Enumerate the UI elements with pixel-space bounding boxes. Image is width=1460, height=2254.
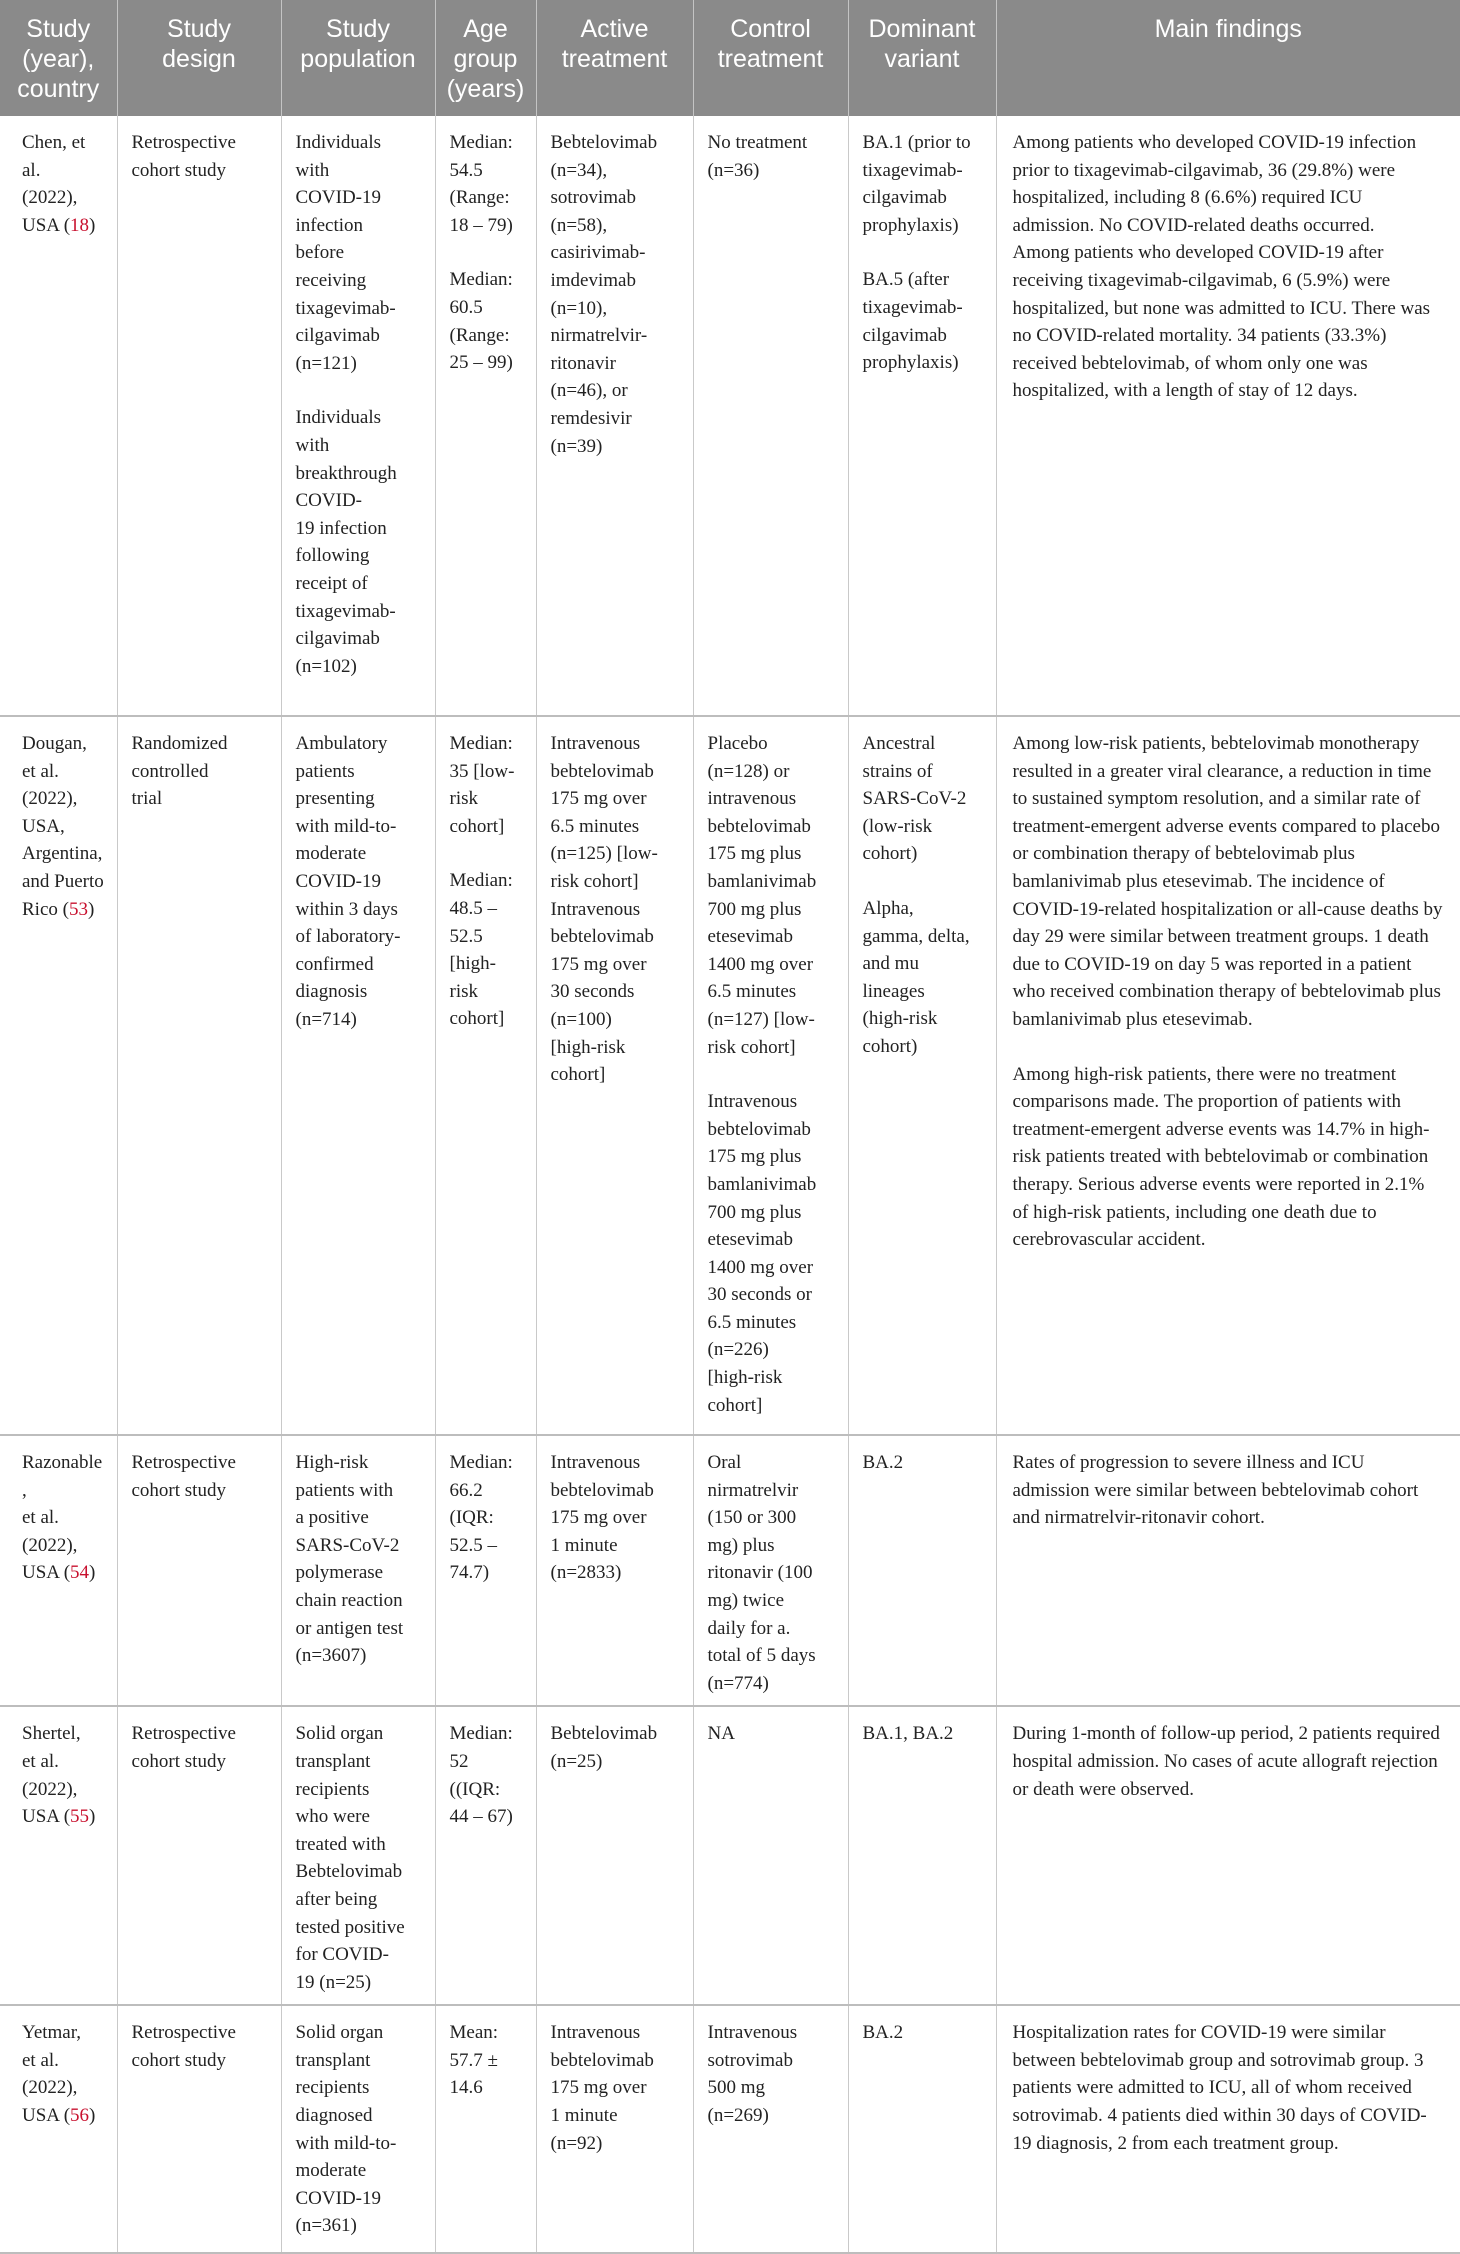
- reference-link[interactable]: 55: [70, 1806, 90, 1828]
- variant-text: BA.1, BA.2: [862, 1723, 954, 1745]
- variant-text: BA.1 (prior to tixagevimab- cilgavimab prophylaxis): [862, 132, 971, 236]
- study-citation: Razonable, et al. (2022), USA (: [22, 1452, 103, 1584]
- reference-link[interactable]: 54: [70, 1562, 90, 1584]
- design-cell: Retrospective cohort study: [117, 2005, 281, 2253]
- study-cell: Shertel, et al. (2022), USA (55): [0, 1706, 117, 2005]
- variant-text: BA.5 (after tixagevimab- cilgavimab prophylaxis): [862, 269, 963, 374]
- age-cell: [435, 116, 536, 716]
- study-cell: Razonable, et al. (2022), USA (54): [0, 1435, 117, 1706]
- variant-text: BA.2: [862, 2022, 904, 2044]
- age-text: Median: 66.2 (IQR: 52.5 – 74.7): [449, 1452, 513, 1584]
- active-text: Bebtelovimab (n=25): [550, 1723, 658, 1772]
- control-text: Intravenous sotrovimab 500 mg (n=269): [707, 2022, 798, 2127]
- control-cell: [693, 716, 848, 1435]
- population-text: Solid organ transplant recipients diagnosed with mild-to- moderate COVID-19 (n=361): [295, 2022, 397, 2237]
- active-text: Intravenous bebtelovimab 175 mg over 1 minute (n=92): [550, 2022, 654, 2154]
- table-row: [0, 116, 1460, 716]
- header-findings: Main findings: [996, 0, 1460, 116]
- active-cell: [536, 2005, 693, 2253]
- findings-text: Among patients who developed COVID-19 infection prior to tixagevimab-cilgavimab, 36 (29.8%) were hospitalized, including 8 (6.6%) required ICU admission. No COVID-related deaths occurred.: [1012, 132, 1417, 236]
- control-text: Intravenous bebtelovimab 175 mg plus bamlanivimab 700 mg plus etesevimab 1400 mg over 30 seconds or 6.5 minutes (n=226) [high-risk cohort]: [707, 1091, 817, 1416]
- findings-text: Hospitalization rates for COVID-19 were similar between bebtelovimab group and sotrovimab group. 3 patients were admitted to ICU, all of whom received sotrovimab. 4 patients died within 30 days of COVID-19 diagnosis, 2 from each treatment group.: [1012, 2022, 1427, 2154]
- study-citation: Shertel, et al. (2022), USA (: [22, 1723, 81, 1828]
- active-cell: [536, 116, 693, 716]
- reference-link[interactable]: 56: [70, 2105, 90, 2127]
- age-cell: [435, 1435, 536, 1706]
- control-text: NA: [707, 1723, 735, 1745]
- findings-cell: [996, 1706, 1460, 2005]
- active-cell: [536, 1435, 693, 1706]
- age-cell: [435, 716, 536, 1435]
- study-cell: Dougan, et al. (2022), USA, Argentina, and Puerto Rico (53): [0, 716, 117, 1435]
- variant-cell: [848, 1435, 996, 1706]
- control-text: Oral nirmatrelvir (150 or 300 mg) plus ritonavir (100 mg) twice daily for a. total of 5 days (n=774): [707, 1452, 816, 1694]
- findings-text: During 1-month of follow-up period, 2 patients required hospital admission. No cases of acute allograft rejection or death were observed.: [1012, 1723, 1440, 1800]
- findings-text: Among high-risk patients, there were no treatment comparisons made. The proportion of patients with treatment-emergent adverse events was 14.7% in high-risk patients treated with bebtelovimab or combination therapy. Serious adverse events were reported in 2.1% of high-risk patients, including one death due to cerebrovascular accident.: [1012, 1063, 1430, 1251]
- control-cell: [693, 1706, 848, 2005]
- variant-text: Alpha, gamma, delta, and mu lineages (high-risk cohort): [862, 897, 970, 1057]
- age-text: Median: 54.5 (Range: 18 – 79): [449, 132, 513, 236]
- variant-cell: [848, 716, 996, 1435]
- age-text: Mean: 57.7 ± 14.6: [449, 2022, 499, 2099]
- table-row: [0, 716, 1460, 1435]
- header-age: Age group (years): [435, 0, 536, 116]
- header-row: [0, 0, 1460, 116]
- table-row: [0, 1706, 1460, 2005]
- study-cell: Yetmar, et al. (2022), USA (56): [0, 2005, 117, 2253]
- control-cell: [693, 2005, 848, 2253]
- header-population: Study population: [281, 0, 435, 116]
- variant-text: Ancestral strains of SARS-CoV-2 (low-risk cohort): [862, 733, 967, 865]
- design-cell: Retrospective cohort study: [117, 1435, 281, 1706]
- age-cell: [435, 1706, 536, 2005]
- active-cell: [536, 1706, 693, 2005]
- study-citation: Dougan, et al. (2022), USA, Argentina, and Puerto Rico (: [22, 733, 104, 920]
- variant-cell: [848, 2005, 996, 2253]
- control-cell: [693, 116, 848, 716]
- variant-cell: [848, 116, 996, 716]
- findings-cell: [996, 1435, 1460, 1706]
- header-active: Active treatment: [536, 0, 693, 116]
- age-text: Median: 35 [low- risk cohort]: [449, 733, 515, 837]
- study-cell: Chen, et al. (2022), USA (18): [0, 116, 117, 716]
- header-study: Study (year), country: [0, 0, 117, 116]
- design-cell: Retrospective cohort study: [117, 1706, 281, 2005]
- active-cell: [536, 716, 693, 1435]
- population-cell: [281, 116, 435, 716]
- control-text: Placebo (n=128) or intravenous bebtelovimab 175 mg plus bamlanivimab 700 mg plus etesevimab 1400 mg over 6.5 minutes (n=127) [low- risk cohort]: [707, 733, 817, 1058]
- age-text: Median: 60.5 (Range: 25 – 99): [449, 269, 513, 374]
- population-cell: [281, 2005, 435, 2253]
- population-text: Ambulatory patients presenting with mild-to- moderate COVID-19 within 3 days of laboratory- confirmed diagnosis (n=714): [295, 733, 401, 1030]
- population-cell: [281, 1435, 435, 1706]
- reference-link[interactable]: 18: [70, 214, 90, 236]
- study-citation: Yetmar, et al. (2022), USA (: [22, 2022, 82, 2127]
- control-text: No treatment (n=36): [707, 132, 808, 181]
- control-cell: [693, 1435, 848, 1706]
- design-cell: Retrospective cohort study: [117, 116, 281, 716]
- findings-cell: [996, 116, 1460, 716]
- study-citation: Chen, et al. (2022), USA (: [22, 132, 86, 236]
- reference-link[interactable]: 53: [68, 898, 88, 920]
- age-text: Median: 48.5 – 52.5 [high- risk cohort]: [449, 870, 513, 1030]
- findings-cell: [996, 716, 1460, 1435]
- findings-text: Among patients who developed COVID-19 after receiving tixagevimab-cilgavimab, 6 (5.9%) were hospitalized, but none was admitted to ICU. There was no COVID-related mortality. 34 patients (33.3%) received bebtelovimab, of whom only one was hospitalized, with a length of stay of 12 days.: [1012, 242, 1431, 402]
- findings-cell: [996, 2005, 1460, 2253]
- population-cell: [281, 1706, 435, 2005]
- findings-text: Rates of progression to severe illness and ICU admission were similar between bebtelovimab cohort and nirmatrelvir-ritonavir cohort.: [1012, 1452, 1419, 1529]
- age-text: Median: 52 ((IQR: 44 – 67): [449, 1723, 513, 1828]
- population-text: Individuals with breakthrough COVID- 19 infection following receipt of tixagevimab- cilgavimab (n=102): [295, 407, 397, 677]
- active-text: Intravenous bebtelovimab 175 mg over 1 minute (n=2833): [550, 1452, 654, 1584]
- findings-text: Among low-risk patients, bebtelovimab monotherapy resulted in a greater viral clearance, a reduction in time to sustained symptom resolution, and a similar rate of treatment-emergent adverse events compared to placebo or combination therapy of bebtelovimab plus bamlanivimab plus etesevimab. The incidence of COVID-19-related hospitalization or all-cause deaths by day 29 were similar between treatment groups. 1 death due to COVID-19 on day 5 was reported in a patient who received combination therapy of bebtelovimab plus bamlanivimab plus etesevimab.: [1012, 733, 1443, 1030]
- variant-cell: [848, 1706, 996, 2005]
- table-row: [0, 1435, 1460, 1706]
- age-cell: [435, 2005, 536, 2253]
- header-variant: Dominant variant: [848, 0, 996, 116]
- active-text: Bebtelovimab (n=34), sotrovimab (n=58), casirivimab- imdevimab (n=10), nirmatrelvir- ritonavir (n=46), or remdesivir (n=39): [550, 132, 658, 457]
- population-text: Individuals with COVID-19 infection before receiving tixagevimab- cilgavimab (n=121): [295, 132, 396, 374]
- variant-text: BA.2: [862, 1452, 904, 1473]
- table-row: [0, 2005, 1460, 2253]
- header-control: Control treatment: [693, 0, 848, 116]
- population-text: Solid organ transplant recipients who were treated with Bebtelovimab after being tested positive for COVID- 19 (n=25): [295, 1723, 405, 1993]
- design-cell: Randomized controlled trial: [117, 716, 281, 1435]
- header-design: Study design: [117, 0, 281, 116]
- active-text: Intravenous bebtelovimab 175 mg over 6.5 minutes (n=125) [low- risk cohort] Intravenous bebtelovimab 175 mg over 30 seconds (n=100) [high-risk cohort]: [550, 733, 658, 1086]
- population-cell: [281, 716, 435, 1435]
- population-text: High-risk patients with a positive SARS-CoV-2 polymerase chain reaction or antigen test (n=3607): [295, 1452, 404, 1667]
